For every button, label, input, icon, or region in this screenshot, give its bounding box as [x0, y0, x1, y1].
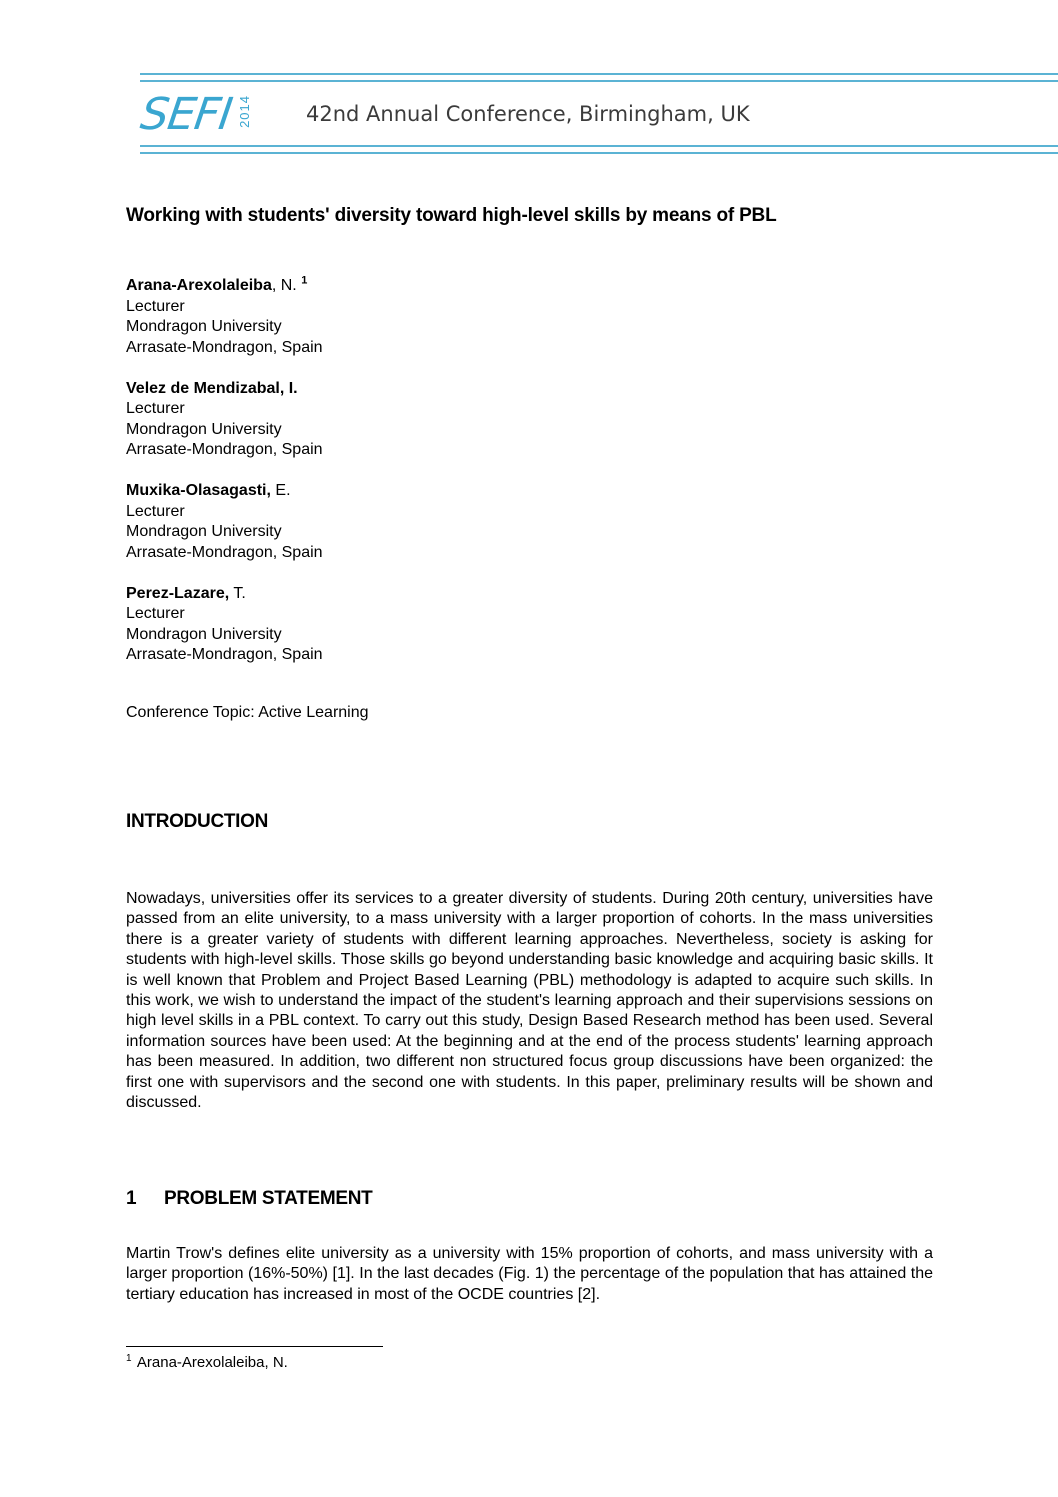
- footnote-mark: 1: [126, 1353, 132, 1364]
- paper-title: Working with students' diversity toward high-level skills by means of PBL: [126, 205, 777, 226]
- header-rule-bottom: [140, 152, 1058, 154]
- author-name: [126, 276, 323, 297]
- author-location: Arrasate-Mondragon, Spain: [126, 441, 323, 458]
- footnote-marker[interactable]: 1: [301, 274, 308, 287]
- author-role: Lecturer: [126, 605, 185, 622]
- author-location: Arrasate-Mondragon, Spain: [126, 646, 323, 663]
- problem-statement-paragraph: Martin Trow's defines elite university as a university with 15% proportion of cohorts, and mass university with a larger proportion (16%-50%) [1]. In the last decades (Fig. 1) the percentage of the population that has attained the tertiary education has increased in most of the OCDE countries [2].: [126, 1245, 933, 1303]
- author-name: [126, 584, 323, 605]
- author-initial: T.: [229, 584, 246, 602]
- conference-topic: Conference Topic: Active Learning: [126, 704, 369, 721]
- footnote-text: Arana-Arexolaleiba, N.: [136, 1354, 288, 1371]
- author-name: [126, 481, 323, 502]
- author-entry: [126, 584, 323, 666]
- section-title: PROBLEM STATEMENT: [164, 1188, 373, 1209]
- author-institution: Mondragon University: [126, 523, 282, 540]
- author-role: Lecturer: [126, 297, 185, 315]
- author-institution: Mondragon University: [126, 318, 282, 335]
- author-institution: Mondragon University: [126, 625, 282, 643]
- author-institution: Mondragon University: [126, 420, 282, 438]
- author-location: Arrasate-Mondragon, Spain: [126, 338, 323, 356]
- header-rule-bottom-thin: [140, 145, 1058, 147]
- header-rule-top: [140, 73, 1058, 75]
- section-heading-introduction: INTRODUCTION: [126, 811, 269, 832]
- section-number: 1: [126, 1188, 137, 1209]
- author-location: Arrasate-Mondragon, Spain: [126, 543, 323, 561]
- footnote-divider: [126, 1346, 383, 1347]
- introduction-paragraph: Nowadays, universities offer its services to a greater diversity of students. During 20th century, universities have passed from an elite university, to a mass university with a larger proportion of cohorts. In the mass universities there is a greater variety of students with different learning approaches. Nevertheless, society is asking for students with high-level skills. Those skills go beyond understanding basic knowledge and acquiring basic skills. It is well known that Problem and Project Based Learning (PBL) methodology is adapted to acquire such skills. In this work, we wish to understand the impact of the student's learning approach and their supervisions sessions on high level skills in a PBL context. To carry out this study, Design Based Research method has been used. Several information sources have been used: At the beginning and at the end of the process students' learning approach has been measured. In addition, two different non structured focus group discussions have been organized: the first one with supervisors and the second one with students. In this paper, preliminary results will be shown and discussed.: [126, 890, 933, 1112]
- author-initial: , N.: [271, 277, 297, 294]
- author-surname: Velez de Mendizabal, I.: [126, 379, 298, 397]
- author-entry: [126, 481, 323, 563]
- sefi-logo: [137, 89, 253, 140]
- author-initial: E.: [270, 482, 291, 499]
- author-entry: [126, 276, 323, 358]
- author-role: Lecturer: [126, 502, 185, 520]
- logo-year: 2014: [237, 95, 253, 128]
- author-role: Lecturer: [126, 400, 185, 417]
- author-entry: [126, 379, 323, 461]
- header-rule-top-thin: [140, 80, 1058, 82]
- author-surname: Muxika-Olasagasti,: [126, 482, 271, 499]
- conference-title: 42nd Annual Conference, Birmingham, UK: [306, 102, 750, 126]
- author-list: [126, 276, 323, 686]
- section-heading-problem-statement: [126, 1188, 372, 1210]
- footnote: [126, 1354, 288, 1371]
- author-surname: Arana-Arexolaleiba: [126, 277, 272, 294]
- logo-text: SEFI: [137, 89, 235, 140]
- author-surname: Perez-Lazare,: [126, 584, 230, 602]
- author-name: [126, 379, 323, 400]
